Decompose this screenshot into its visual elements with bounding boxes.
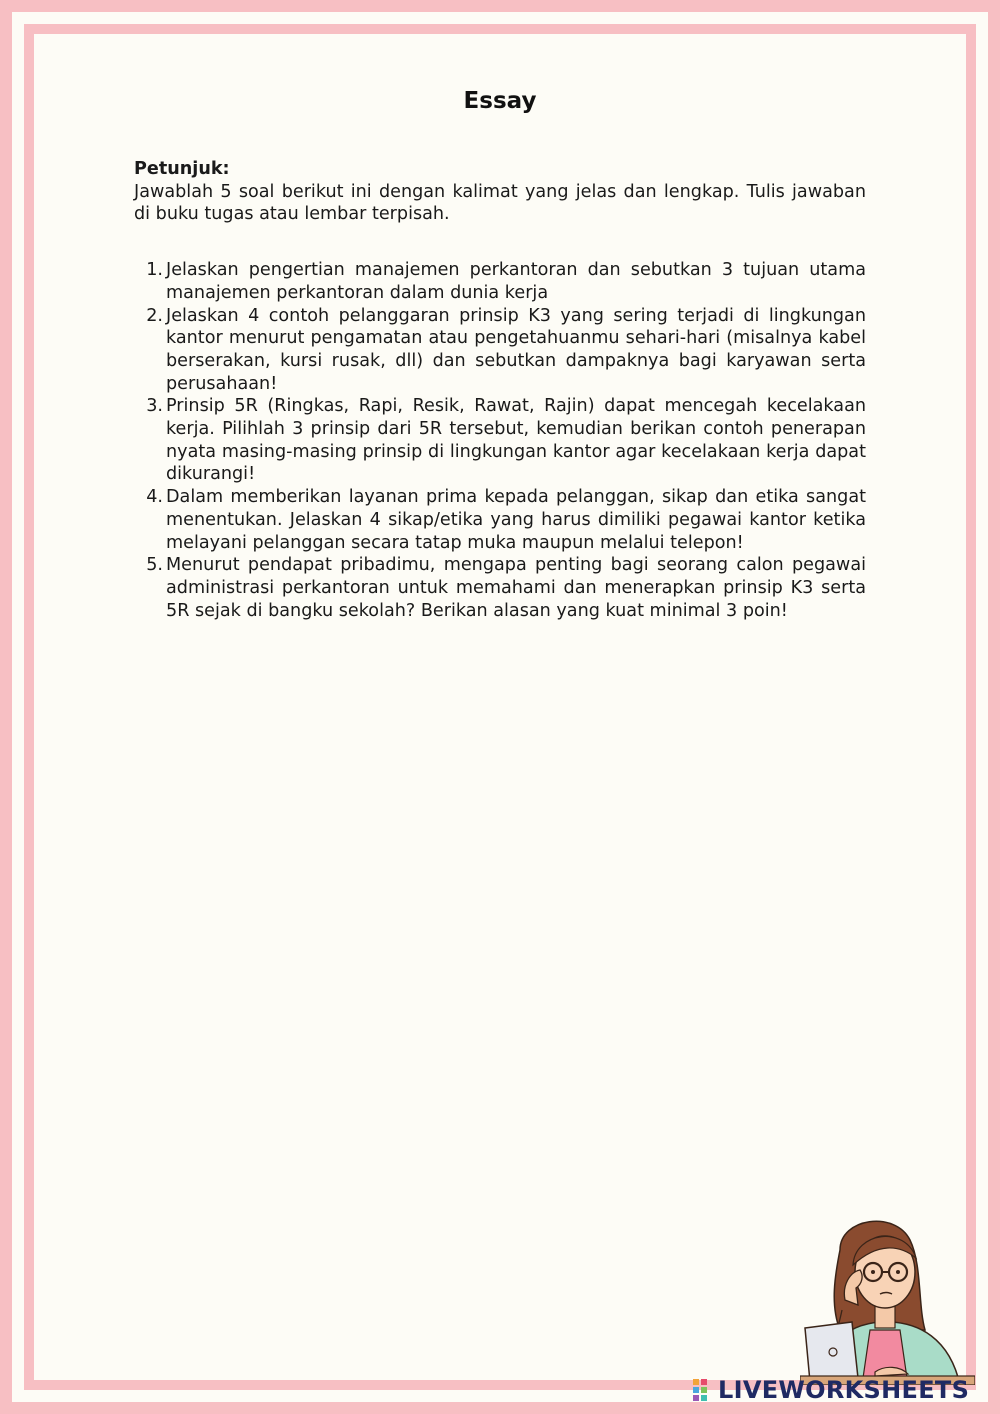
question-text: Prinsip 5R (Ringkas, Rapi, Resik, Rawat, Rajin) dapat mencegah kecelakaan kerja. Pilihlah 3 prinsip dari 5R tersebut, kemudian berikan contoh penerapan nyata masing-masing prinsip di lingkungan kantor agar kecelakaan kerja dapat dikurangi! (166, 396, 866, 485)
question-number: 1. (146, 260, 163, 281)
question-item (134, 486, 866, 554)
question-number: 3. (146, 396, 163, 417)
page-title: Essay (463, 88, 537, 114)
liveworksheets-brand (692, 1376, 969, 1404)
question-text: Dalam memberikan layanan prima kepada pelanggan, sikap dan etika sangat menentukan. Jelaskan 4 sikap/etika yang harus dimiliki pegawai kantor ketika melayani pelanggan secara tatap muka maupun melalui telepon! (166, 487, 866, 553)
question-text: Jelaskan 4 contoh pelanggaran prinsip K3 yang sering terjadi di lingkungan kantor menurut pengamatan atau pengetahuanmu sehari-hari (misalnya kabel berserakan, kursi rusak, dll) dan sebutkan dampaknya bagi karyawan serta perusahaan! (166, 305, 866, 394)
instructions-text: Jawablah 5 soal berikut ini dengan kalimat yang jelas dan lengkap. Tulis jawaban di buku tugas atau lembar terpisah. (134, 181, 866, 225)
liveworksheets-logo-icon (692, 1377, 716, 1403)
question-item (134, 259, 866, 304)
teacher-laptop-illustration (800, 1210, 975, 1385)
question-item (134, 554, 866, 622)
question-number: 4. (146, 487, 163, 508)
question-list (134, 259, 866, 622)
question-item (134, 305, 866, 396)
question-text: Jelaskan pengertian manajemen perkantoran dan sebutkan 3 tujuan utama manajemen perkantoran dalam dunia kerja (166, 260, 866, 303)
question-number: 5. (146, 555, 163, 576)
worksheet-content (134, 158, 866, 622)
question-text: Menurut pendapat pribadimu, mengapa penting bagi seorang calon pegawai administrasi perkantoran untuk memahami dan menerapkan prinsip K3 serta 5R sejak di bangku sekolah? Berikan alasan yang kuat minimal 3 poin! (166, 555, 866, 621)
question-number: 2. (146, 305, 163, 326)
instructions-label: Petunjuk: (134, 159, 230, 179)
brand-name: LIVEWORKSHEETS (718, 1376, 970, 1404)
question-item (134, 395, 866, 486)
